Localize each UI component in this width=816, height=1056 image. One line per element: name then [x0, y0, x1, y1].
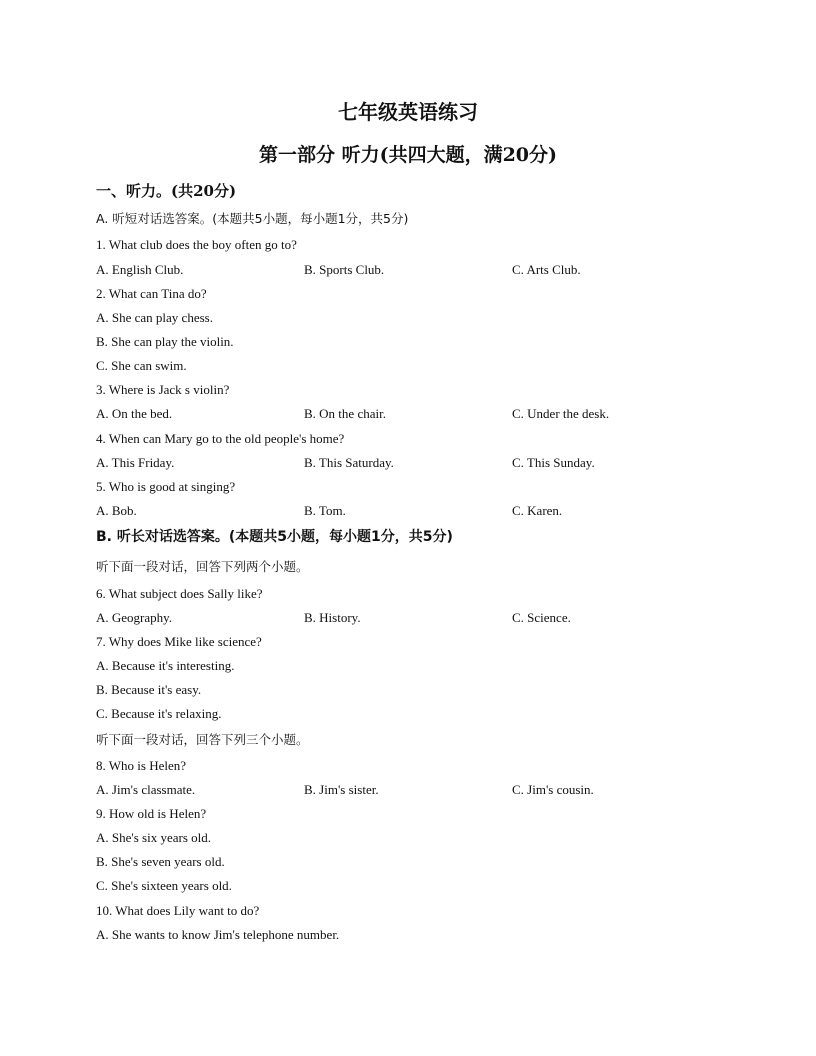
question-2: 2. What can Tina do? — [96, 286, 207, 301]
question-10: 10. What does Lily want to do? — [96, 903, 260, 918]
page-subtitle: 第一部分 听力(共四大题，满20分) — [258, 144, 558, 166]
q1-option-b: B. Sports Club. — [304, 262, 385, 277]
q6-option-c: C. Science. — [512, 610, 571, 625]
question-6: 6. What subject does Sally like? — [96, 586, 263, 601]
q7-option-b: B. Because it's easy. — [96, 682, 202, 697]
question-8: 8. Who is Helen? — [96, 758, 187, 773]
q1-option-a: A. English Club. — [96, 262, 184, 277]
q4-option-b: B. This Saturday. — [304, 455, 394, 470]
q10-option-a: A. She wants to know Jim's telephone number. — [96, 927, 340, 942]
page-title: 七年级英语练习 — [338, 100, 478, 124]
question-5: 5. Who is good at singing? — [96, 479, 236, 494]
question-4: 4. When can Mary go to the old people's home? — [96, 431, 345, 446]
q6-option-b: B. History. — [304, 610, 361, 625]
q3-option-c: C. Under the desk. — [512, 406, 610, 421]
q7-option-c: C. Because it's relaxing. — [96, 706, 222, 721]
part-b-note-1: 听下面一段对话，回答下列两个小题。 — [96, 559, 309, 574]
question-1: 1. What club does the boy often go to? — [96, 237, 297, 252]
q8-option-a: A. Jim's classmate. — [96, 782, 196, 797]
q5-option-b: B. Tom. — [304, 503, 346, 518]
q2-option-a: A. She can play chess. — [96, 310, 213, 325]
q8-option-b: B. Jim's sister. — [304, 782, 379, 797]
q3-option-a: A. On the bed. — [96, 406, 173, 421]
question-3: 3. Where is Jack s violin? — [96, 382, 230, 397]
q8-option-c: C. Jim's cousin. — [512, 782, 594, 797]
q4-option-a: A. This Friday. — [96, 455, 175, 470]
part-a-instruction: A. 听短对话选答案。(本题共5小题，每小题1分，共5分) — [96, 211, 409, 226]
q9-option-c: C. She's sixteen years old. — [96, 878, 232, 893]
q2-option-c: C. She can swim. — [96, 358, 187, 373]
part-b-instruction: B. 听长对话选答案。(本题共5小题，每小题1分，共5分) — [96, 529, 453, 545]
q3-option-b: B. On the chair. — [304, 406, 386, 421]
q9-option-a: A. She's six years old. — [96, 830, 212, 845]
q6-option-a: A. Geography. — [96, 610, 173, 625]
question-7: 7. Why does Mike like science? — [96, 634, 262, 649]
section-heading: 一、听力。(共20分) — [96, 182, 237, 200]
q4-option-c: C. This Sunday. — [512, 455, 595, 470]
q2-option-b: B. She can play the violin. — [96, 334, 234, 349]
question-9: 9. How old is Helen? — [96, 806, 207, 821]
q5-option-a: A. Bob. — [96, 503, 137, 518]
part-b-note-2: 听下面一段对话，回答下列三个小题。 — [96, 732, 309, 747]
q7-option-a: A. Because it's interesting. — [96, 658, 235, 673]
q1-option-c: C. Arts Club. — [512, 262, 581, 277]
q9-option-b: B. She's seven years old. — [96, 854, 225, 869]
q5-option-c: C. Karen. — [512, 503, 563, 518]
